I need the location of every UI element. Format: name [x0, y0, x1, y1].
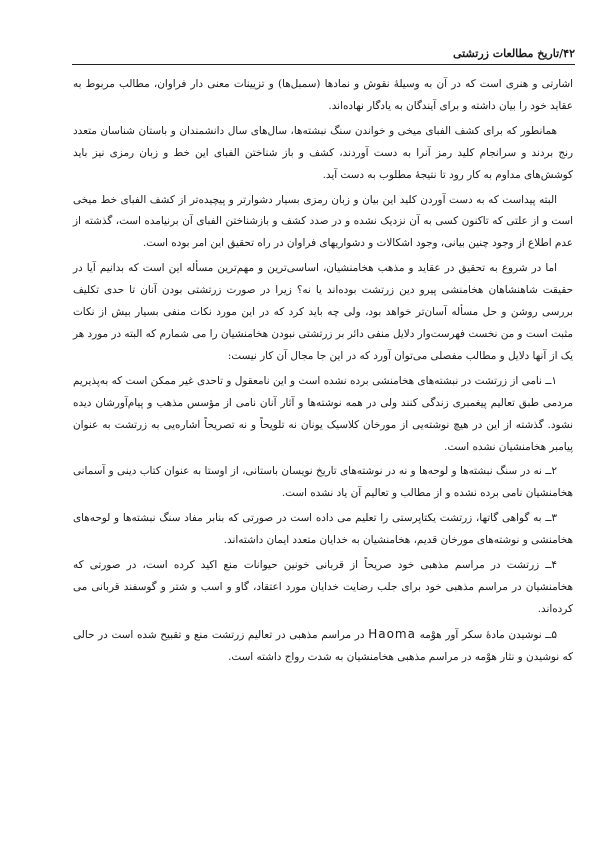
list-item-1: ۱ــ نامی از زرتشت در نبشته‌های هخامنشی برده نشده است و این نامعقول و تاحدی غیر ممکن است که به‌پذیریم مردمی طبق تعالیم پیغمبری زندگی کنند ولی در همه نوشته‌ها و آثار آنان نامی از مؤسس مذهب و پیام‌آورشان دیده نشود. گذشته از این در هیچ نوشته‌یی از مورخان کلاسیک یونان نه تلویحاً و نه تصریحاً اشاره‌یی به زرتشت به عنوان پیامبر هخامنشیان نشده است.: [73, 374, 573, 453]
paragraph-4: اما در شروع به تحقیق در عقاید و مذهب هخامنشیان، اساسی‌ترین و مهم‌ترین مسأله این است که بدانیم آیا در حقیقت شاهنشاهان هخامنشی پیرو دین زرتشت بوده‌اند یا نه؟ زیرا در صورت زرتشتی بودن آنان تا حدی تکلیف بررسی روشن و حل مسأله آسان‌تر خواهد بود، ولی چه باید کرد که در این مورد نکات منفی بسیار بیش از نکات مثبت است و من نخست فهرست‌وار دلایل منفی دائر بر زرتشتی نبودن هخامنشیان را می شمارم که البته در مورد هر یک از آنها دلایل و مطالب مفصلی می‌توان آورد که در این جا مجال آن کار نیست:: [73, 262, 573, 362]
list-item-5-start: ۵ــ نوشیدن مادهٔ سکر آور هوْمه: [419, 628, 557, 641]
list-item-2: ۲ــ نه در سنگ نبشته‌ها و لوحه‌ها و نه در نوشته‌های تاریخ نویسان باستانی، از اوستا به عنوان کتاب دینی و آسمانی هخامنشیان نامی برده نشده و از مطالب و تعالیم آن یاد نشده است.: [73, 465, 573, 500]
list-item-5: [73, 624, 573, 669]
list-item-5-end: در مراسم مذهبی در تعالیم زرتشت منع و تقبیح شده است در حالی که نوشیدن و نثار هوْمه در مراسم مذهبی هخامنشیان به شدت رواج داشته است.: [73, 628, 573, 663]
body-text: [73, 74, 573, 672]
paragraph-2: همانطور که برای کشف الفبای میخی و خواندن سنگ نبشته‌ها، سال‌های سال دانشمندان و باستان شناسان متعدد رنج بردند و سرانجام کلید رمز آنرا به دست آوردند، کشف و باز شناختن الفبای این خط و زبان رمزی نیز باید کوشش‌های مداوم به کار رود تا نتیجهٔ مطلوب به دست آید.: [73, 124, 573, 181]
header-divider: [72, 64, 575, 65]
paragraph-1: اشارتی و هنری است که در آن به وسیلهٔ نقوش و نمادها (سمبل‌ها) و تزیینات معنی دار فراوان، مطالب مربوط به عقاید خود را بیان داشته و برای آیندگان به یادگار نهاده‌اند.: [73, 78, 573, 112]
list-item-3: ۳ــ به گواهی گاتها، زرتشت یکتاپرستی را تعلیم می داده است در صورتی که بنابر مفاد سنگ نبشته‌ها و لوحه‌های هخامنشی و نوشته‌های مورخان قدیم، هخامنشیان به خدایان متعدد ایمان داشته‌اند.: [73, 512, 573, 547]
haoma-term: Haoma: [368, 626, 416, 641]
running-header: ۴۲/تاریخ مطالعات زرتشتی: [452, 47, 575, 60]
list-item-4: ۴ــ زرتشت در مراسم مذهبی خود صریحاً از قربانی خونین حیوانات منع اکید کرده است، در صورتی که هخامنشیان در مراسم مذهبی خود برای جلب رضایت خدایان مورد اعتقاد، گاو و اسب و شتر و گوسفند قربانی می کرده‌اند.: [73, 559, 573, 615]
paragraph-3: البته پیداست که به دست آوردن کلید این بیان و زبان رمزی بسیار دشوارتر و پیچیده‌تر از کشف الفبای خط میخی است و از علتی که تاکنون کسی به آن نزدیک نشده و در صدد کشف و بازشناختن الفبای آن برنیامده است، گذشته از عدم اطلاع از وجود چنین بیانی، وجود اشکالات و دشواریهای فراوان در راه تحقیق این امر بوده است.: [73, 193, 573, 250]
